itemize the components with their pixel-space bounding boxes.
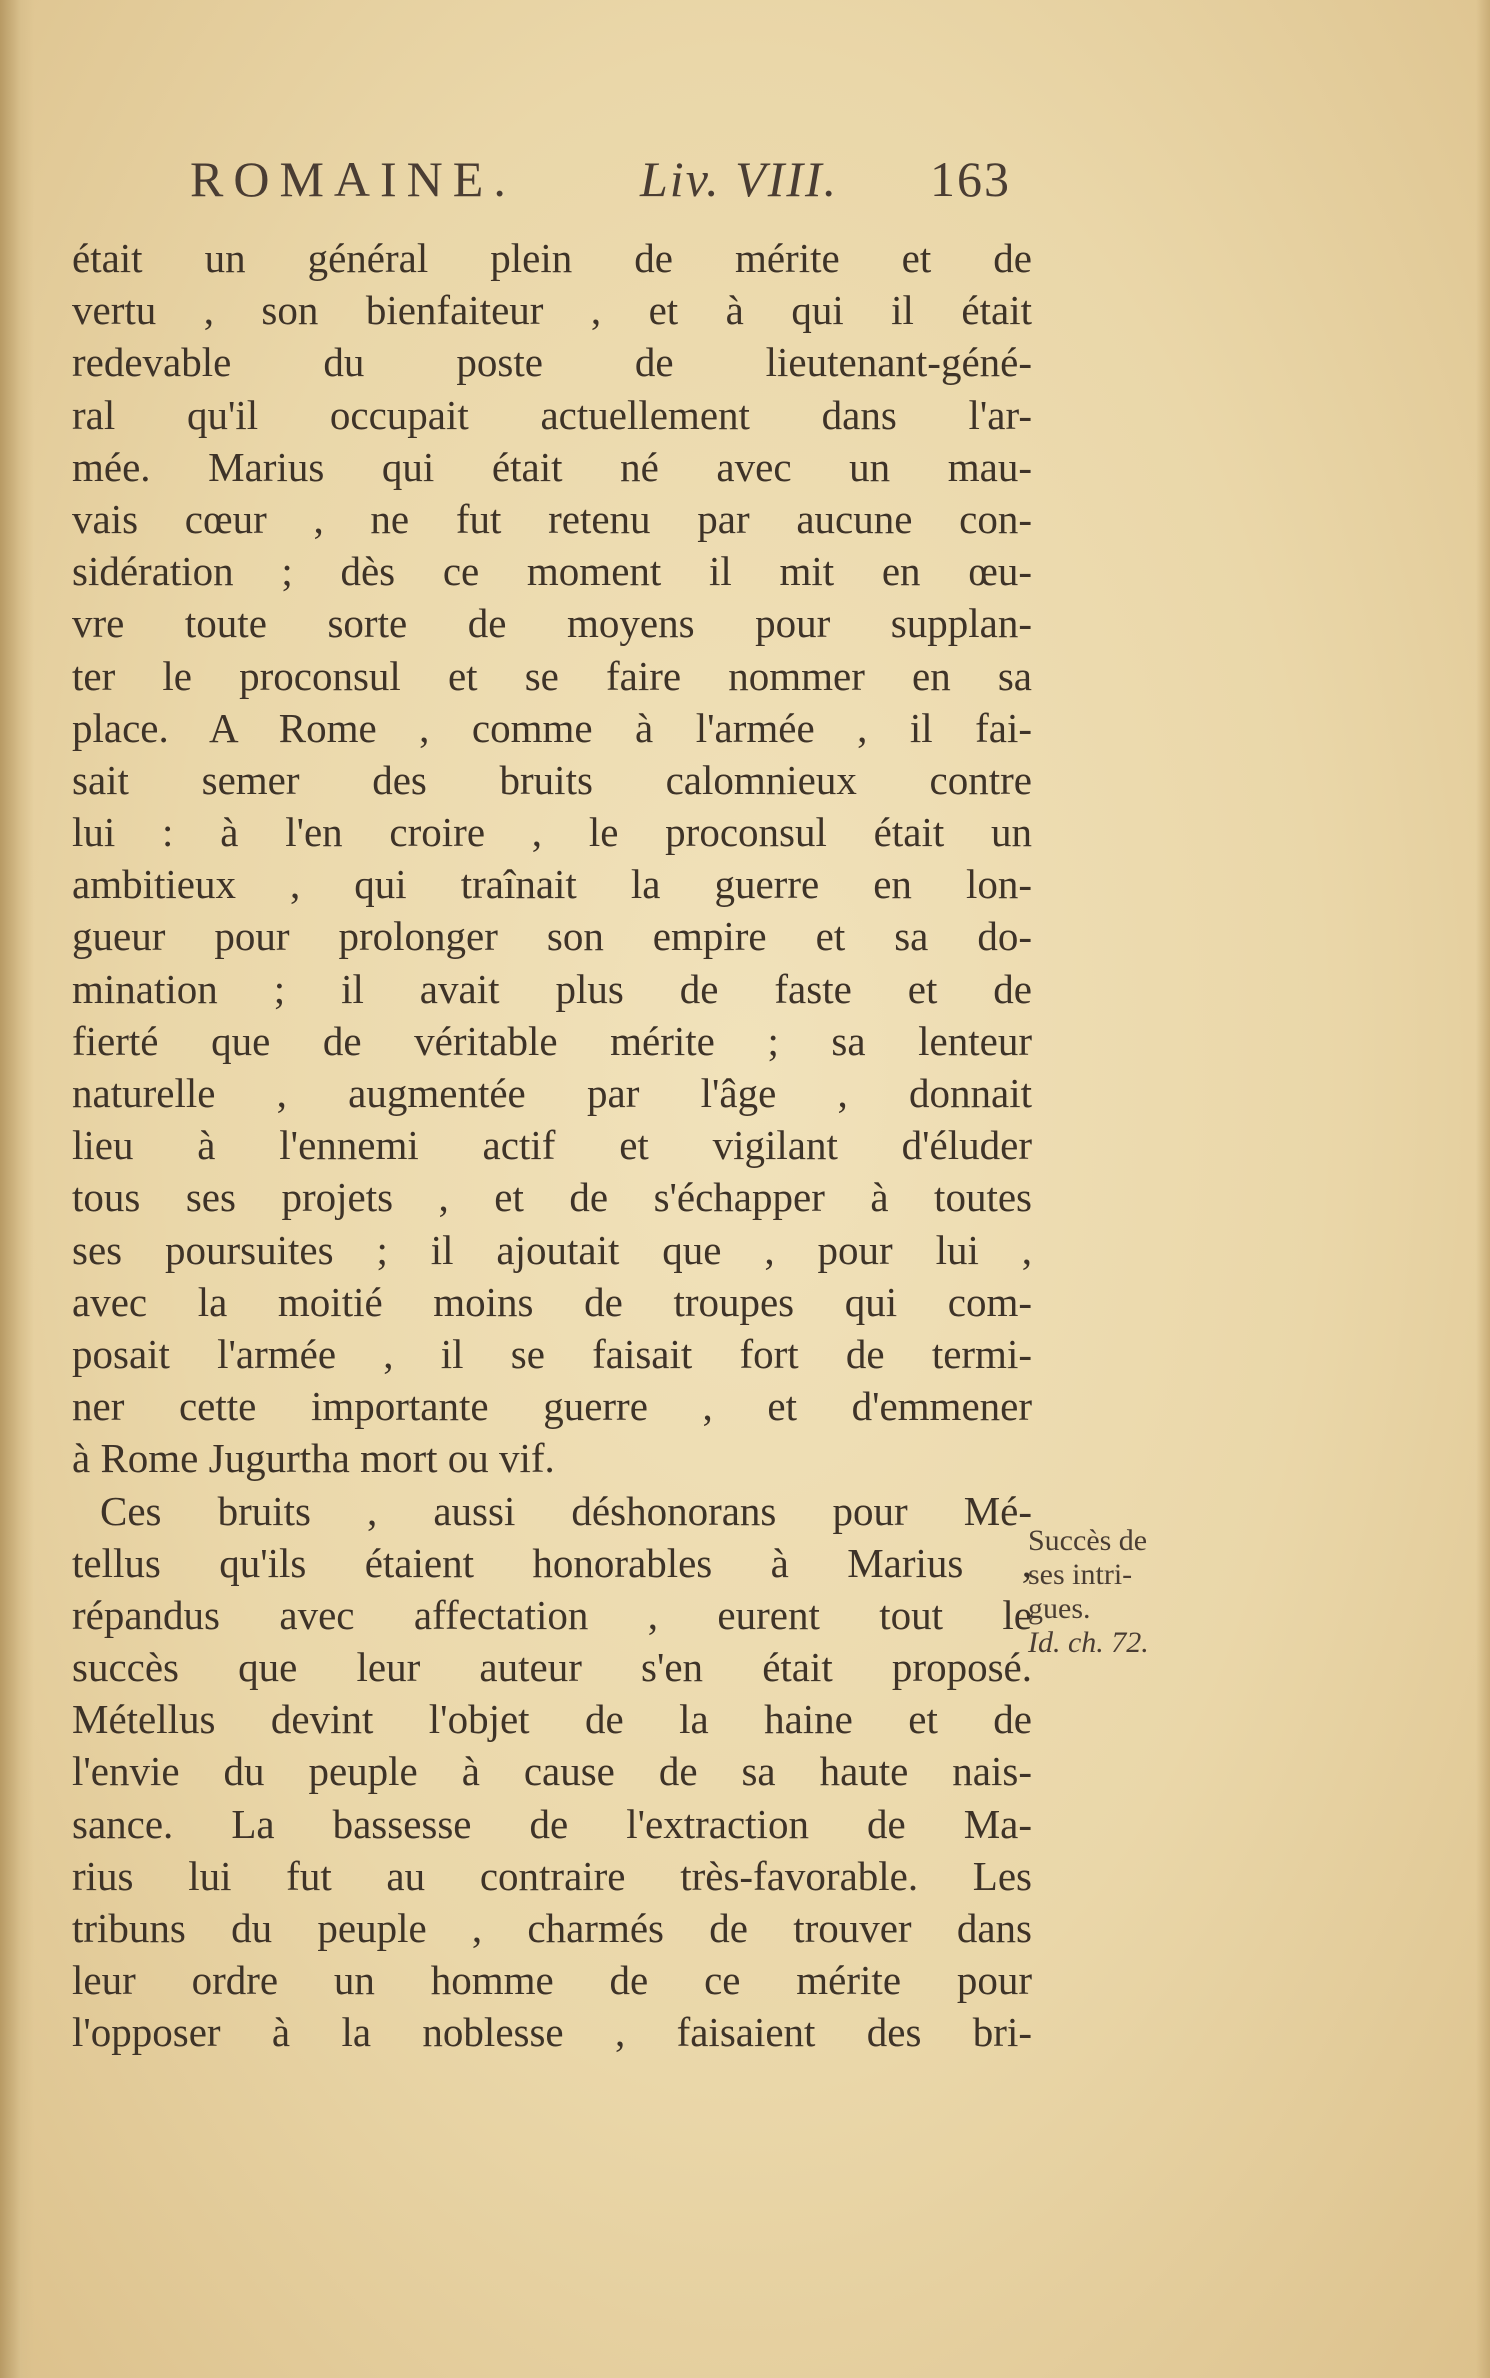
text-line: naturelle , augmentée par l'âge , donnait — [72, 1070, 1032, 1116]
paragraph-start-line: Ces bruits , aussi déshonorans pour Mé- — [100, 1487, 1032, 1534]
text-line: mée. Marius qui était né avec un mau- — [72, 443, 1032, 490]
text-line: posait l'armée , il se faisait fort de termi- — [72, 1330, 1032, 1377]
running-header — [190, 150, 1040, 220]
body-text — [72, 232, 1032, 2059]
text-line: lieu à l'ennemi actif et vigilant d'éluder — [72, 1122, 1032, 1169]
margin-note-reference: Id. ch. 72. — [1028, 1626, 1149, 1659]
text-line: leur ordre un homme de ce mérite pour — [72, 1957, 1032, 2004]
text-line: succès que leur auteur s'en était proposé. — [72, 1644, 1032, 1691]
text-line: mination ; il avait plus de faste et de — [72, 965, 1032, 1012]
text-line: gueur pour prolonger son empire et sa do- — [72, 913, 1032, 960]
text-line: place. A Rome , comme à l'armée , il fai- — [72, 704, 1032, 751]
text-line: sance. La bassesse de l'extraction de Ma- — [72, 1800, 1032, 1847]
text-line: répandus avec affectation , eurent tout le — [72, 1591, 1032, 1638]
text-line: sidération ; dès ce moment il mit en œu- — [72, 548, 1032, 595]
paragraph-end-line: à Rome Jugurtha mort ou vif. — [72, 1435, 555, 1482]
text-line: ner cette importante guerre , et d'emmener — [72, 1383, 1032, 1430]
binding-shadow — [0, 0, 34, 2378]
text-line: rius lui fut au contraire très-favorable. Les — [72, 1852, 1032, 1899]
margin-note-line: ses intri- — [1028, 1558, 1133, 1591]
text-line: l'opposer à la noblesse , faisaient des bri- — [72, 2009, 1032, 2056]
text-line: ter le proconsul et se faire nommer en sa — [72, 652, 1032, 699]
text-line: vre toute sorte de moyens pour supplan- — [72, 600, 1032, 647]
text-line: l'envie du peuple à cause de sa haute nais- — [72, 1748, 1032, 1795]
text-line: fierté que de véritable mérite ; sa lenteur — [72, 1017, 1032, 1064]
margin-note-line: gues. — [1028, 1592, 1091, 1625]
text-line: vais cœur , ne fut retenu par aucune con- — [72, 495, 1032, 542]
margin-note — [1028, 1524, 1213, 1660]
text-line: vertu , son bienfaiteur , et à qui il était — [72, 287, 1032, 334]
book-number: Liv. VIII. — [640, 151, 839, 207]
text-line: ral qu'il occupait actuellement dans l'ar- — [72, 391, 1032, 438]
text-line: était un général plein de mérite et de — [72, 235, 1032, 281]
text-line: sait semer des bruits calomnieux contre — [72, 756, 1032, 803]
page-edge — [1476, 0, 1490, 2378]
running-title: ROMAINE. — [190, 151, 516, 207]
text-line: avec la moitié moins de troupes qui com- — [72, 1278, 1032, 1325]
text-line: ambitieux , qui traînait la guerre en lon- — [72, 861, 1032, 908]
text-line: tous ses projets , et de s'échapper à toutes — [72, 1174, 1032, 1221]
text-line: redevable du poste de lieutenant-géné- — [72, 339, 1032, 386]
page-number: 163 — [930, 151, 1011, 207]
text-line: tribuns du peuple , charmés de trouver dans — [72, 1905, 1032, 1951]
text-line: lui : à l'en croire , le proconsul était un — [72, 809, 1032, 856]
margin-note-line: Succès de — [1028, 1524, 1148, 1557]
text-line: Métellus devint l'objet de la haine et de — [72, 1696, 1032, 1743]
text-line: ses poursuites ; il ajoutait que , pour lui , — [72, 1226, 1032, 1273]
text-line: tellus qu'ils étaient honorables à Marius , — [72, 1539, 1032, 1586]
